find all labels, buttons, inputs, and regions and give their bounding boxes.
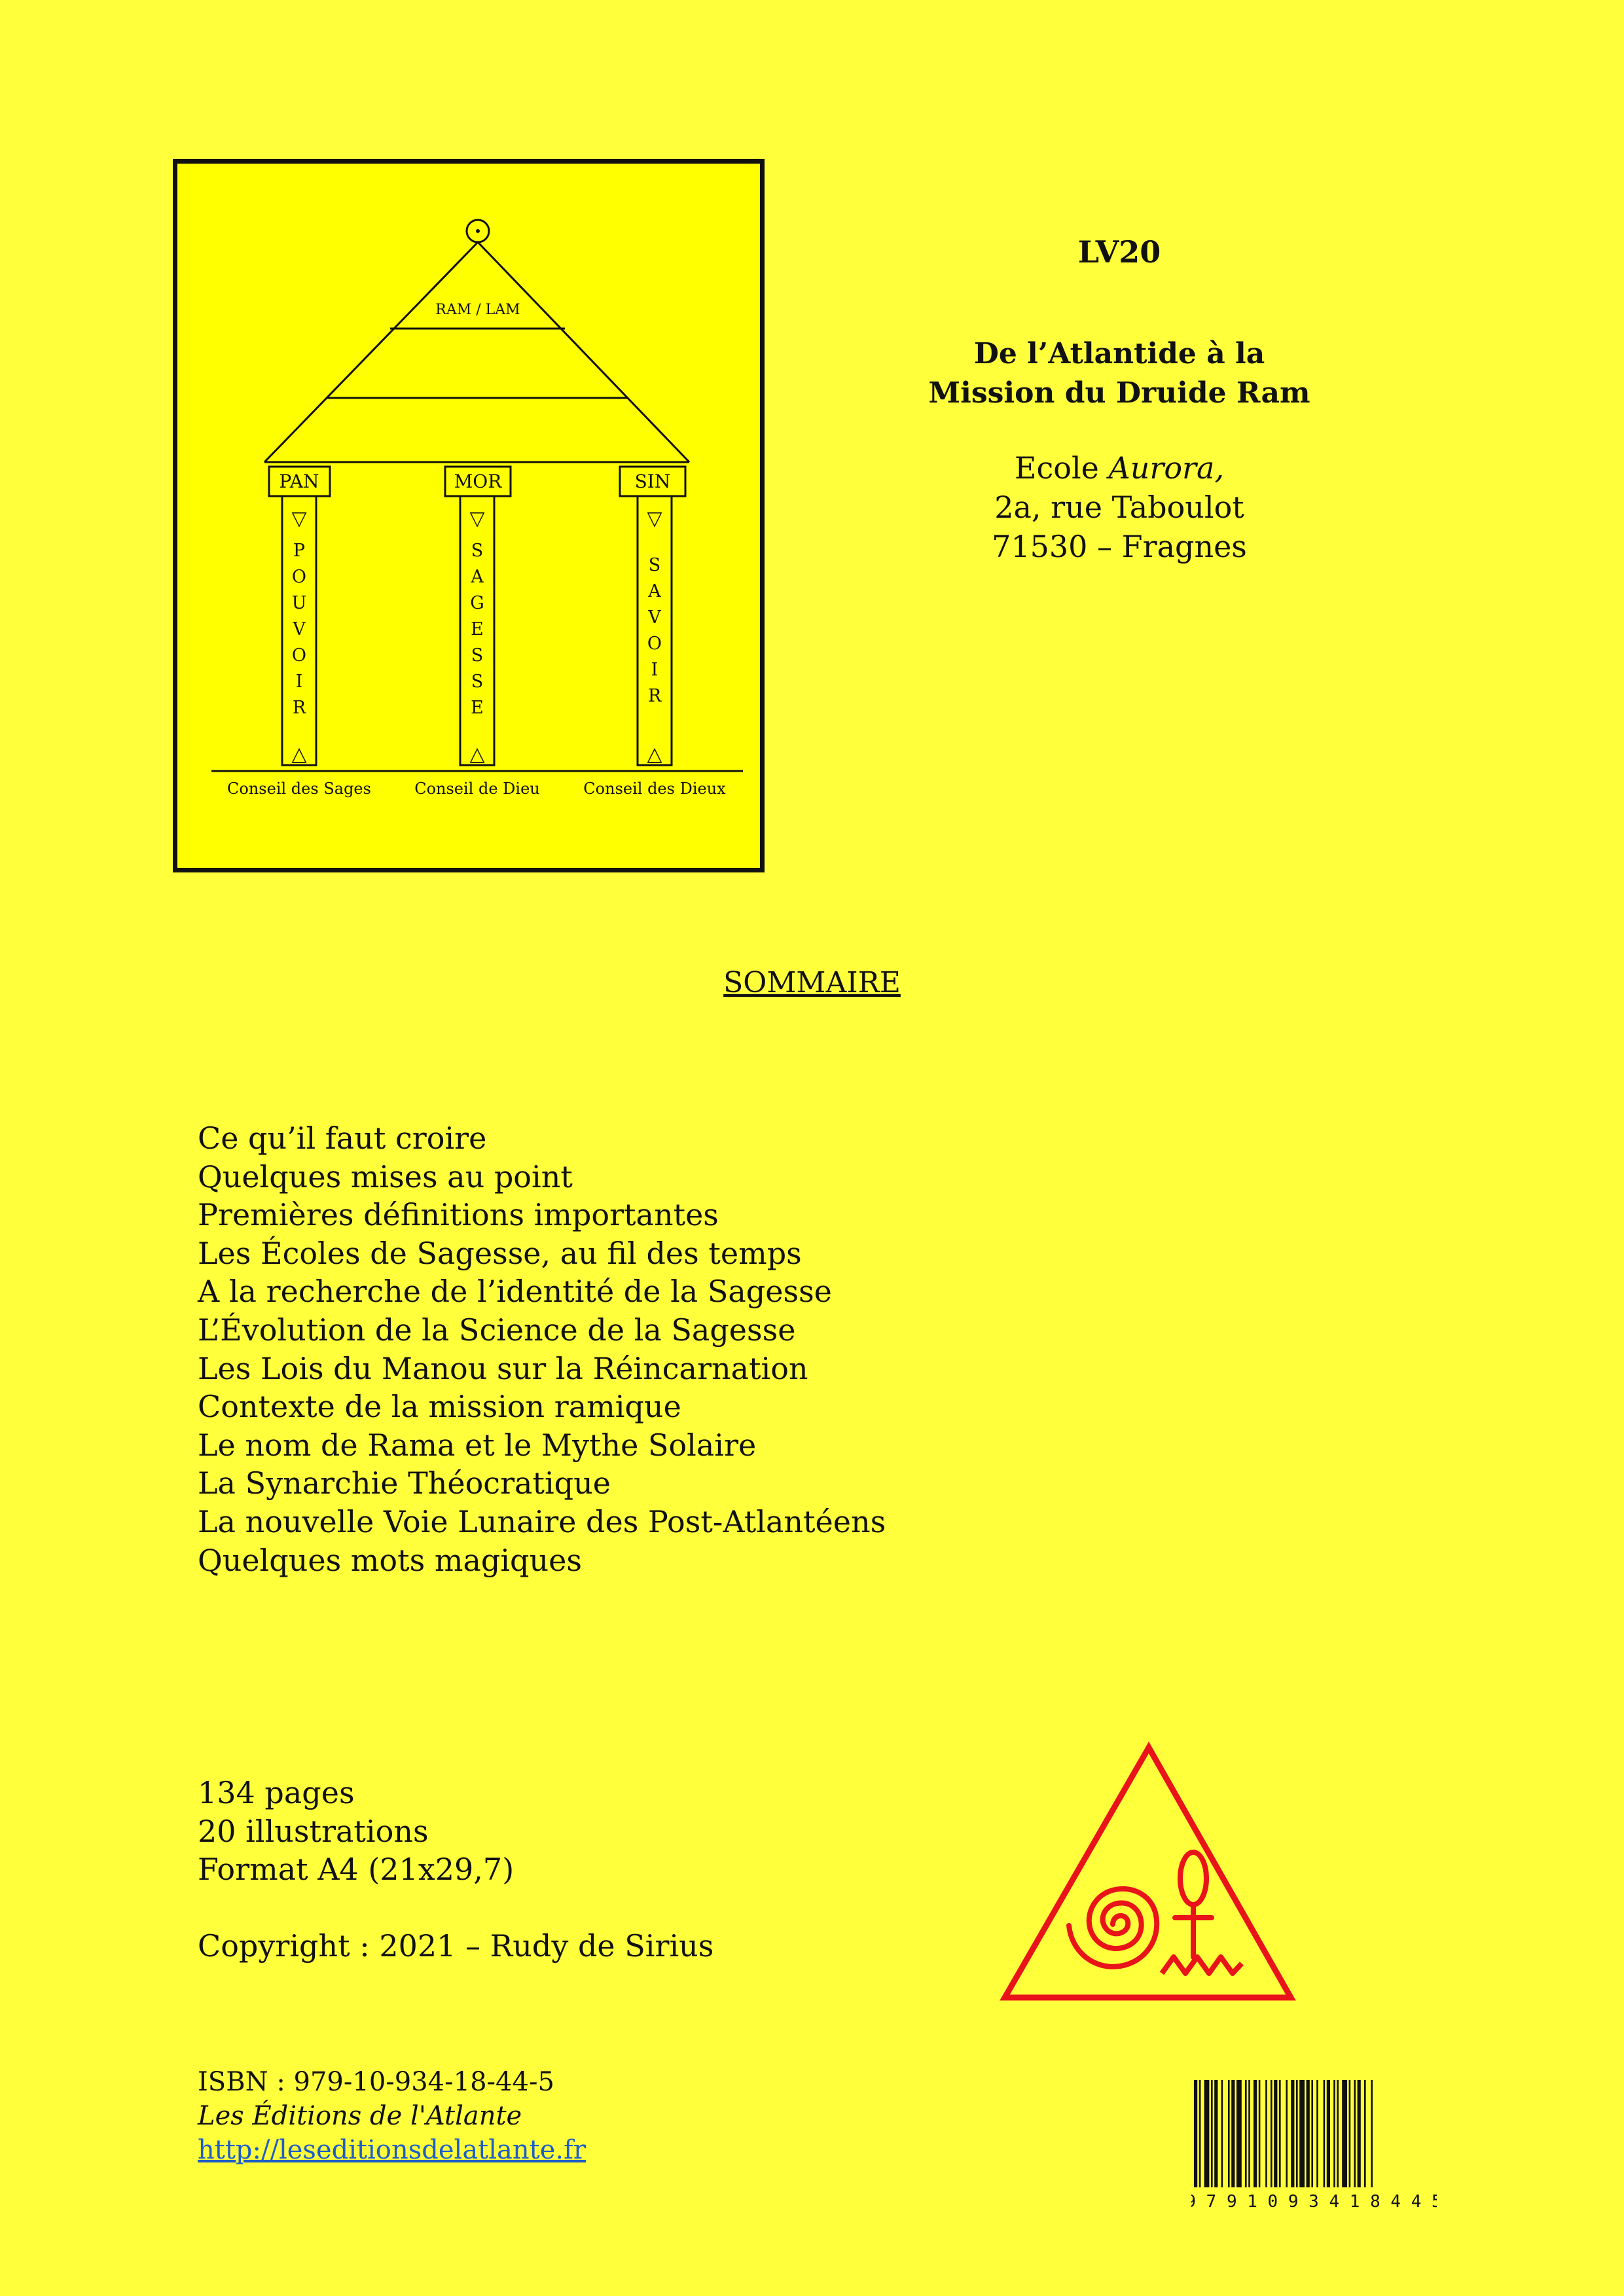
barcode-bar [1214,2080,1218,2187]
publisher-website-link[interactable]: http://leseditionsdelatlante.fr [198,2135,586,2165]
svg-text:S: S [471,645,484,666]
svg-text:G: G [470,593,484,613]
column-label-mor: MOR [454,471,502,492]
toc-item: Les Écoles de Sagesse, au fil des temps [198,1235,802,1271]
toc-item: Quelques mots magiques [198,1542,582,1578]
barcode-bar [1204,2080,1210,2187]
svg-text:I: I [651,660,659,680]
barcode-bar [1221,2080,1223,2187]
school-address: Ecole Aurora, 2a, rue Taboulot 71530 – Fragnes [992,450,1247,564]
barcode-bar [1296,2080,1298,2187]
svg-text:E: E [471,619,484,639]
barcode-bar [1231,2080,1235,2187]
toc-item: Premières définitions importantes [198,1197,719,1233]
base-label-sages: Conseil des Sages [227,780,371,798]
book-title: De l’Atlantide à la Mission du Druide Ram [928,337,1310,410]
barcode-bar [1316,2080,1318,2187]
publisher-info [198,2065,586,2167]
base-label-dieu: Conseil de Dieu [414,780,540,798]
column-savoir [583,467,726,798]
barcode-bar [1371,2080,1373,2187]
svg-text:S: S [471,672,484,692]
book-specs [198,1774,713,1965]
barcode-bar [1327,2080,1330,2187]
spiral-triangle-logo-icon [998,1741,1299,2003]
toc-item: L’Évolution de la Science de la Sagesse [198,1312,796,1348]
temple-roof [264,242,689,462]
toc-item: La nouvelle Voie Lunaire des Post-Atlantéens [198,1503,886,1539]
svg-text:U: U [291,593,307,613]
svg-text:E: E [471,698,484,718]
barcode-bar [1364,2080,1366,2187]
barcode-bar [1333,2080,1335,2187]
column-label-pan: PAN [279,471,319,492]
svg-text:S: S [471,541,484,561]
barcode-icon [1191,2075,1437,2212]
toc-item: A la recherche de l’identité de la Sagesse [198,1274,832,1310]
barcode-bar [1324,2080,1326,2187]
toc-item: La Synarchie Théocratique [198,1465,611,1501]
barcode-bar [1299,2080,1305,2187]
publisher-name: Les Éditions de l'Atlante [198,2101,522,2131]
svg-text:S: S [648,555,661,575]
temple-drawing [177,164,760,868]
barcode-bar [1271,2080,1272,2187]
barcode-bar [1199,2080,1201,2187]
barcode-bar [1236,2080,1242,2187]
barcode-bar [1291,2080,1294,2187]
barcode-digits: 9 7 9 1 0 9 3 4 1 8 4 4 5 [1191,2192,1437,2212]
barcode-bar [1354,2080,1356,2187]
column-label-sin: SIN [634,471,671,492]
illustration-count: 20 illustrations [198,1813,429,1849]
temple-diagram [173,159,765,872]
toc-item: Le nom de Rama et le Mythe Solaire [198,1427,757,1463]
barcode-bar [1342,2080,1347,2187]
svg-text:V: V [293,619,306,639]
page-count: 134 pages [198,1775,355,1810]
svg-text:O: O [291,567,307,587]
down-triangle-icon: ▽ [291,507,307,530]
barcode-bar [1245,2080,1247,2187]
isbn-barcode [1191,2075,1437,2215]
down-triangle-icon: ▽ [647,507,662,530]
isbn: ISBN : 979-10-934-18-44-5 [198,2067,554,2097]
barcode-bar [1259,2080,1261,2187]
base-label-dieux: Conseil des Dieux [583,780,726,798]
svg-text:V: V [648,607,661,628]
apex-label: RAM / LAM [435,302,520,318]
barcode-bar [1307,2080,1310,2187]
svg-text:P: P [293,541,306,561]
svg-text:O: O [647,634,662,654]
barcode-bar [1286,2080,1288,2187]
barcode-bar [1349,2080,1351,2187]
barcode-bar [1358,2080,1361,2187]
svg-text:A: A [648,581,661,601]
barcode-bar [1211,2080,1213,2187]
book-code: LV20 [1077,234,1161,270]
up-triangle-icon: △ [291,743,307,766]
toc-item: Contexte de la mission ramique [198,1389,681,1425]
barcode-bar [1265,2080,1267,2187]
toc-item: Les Lois du Manou sur la Réincarnation [198,1350,808,1386]
toc-item: Quelques mises au point [198,1158,573,1194]
publisher-logo [998,1741,1299,2005]
barcode-bar [1337,2080,1339,2187]
sommaire-heading: SOMMAIRE [723,966,901,999]
barcode-bar [1279,2080,1281,2187]
table-of-contents [198,1119,886,1579]
down-triangle-icon: ▽ [469,507,485,530]
barcode-bar [1274,2080,1277,2187]
barcode-bar [1194,2080,1197,2187]
toc-item: Ce qu’il faut croire [198,1121,487,1156]
up-triangle-icon: △ [469,743,485,766]
svg-text:A: A [471,567,484,587]
book-header [871,232,1368,566]
up-triangle-icon: △ [647,743,662,766]
svg-text:I: I [295,672,303,692]
svg-text:R: R [647,686,662,706]
copyright: Copyright : 2021 – Rudy de Sirius [198,1928,714,1964]
svg-text:O: O [291,645,307,666]
column-sagesse [414,467,540,798]
column-pouvoir [227,467,371,798]
book-format: Format A4 (21x29,7) [198,1852,514,1888]
svg-text:R: R [292,698,306,718]
barcode-bar [1254,2080,1257,2187]
barcode-bar [1311,2080,1313,2187]
barcode-bar [1228,2080,1230,2187]
barcode-bar [1248,2080,1250,2187]
